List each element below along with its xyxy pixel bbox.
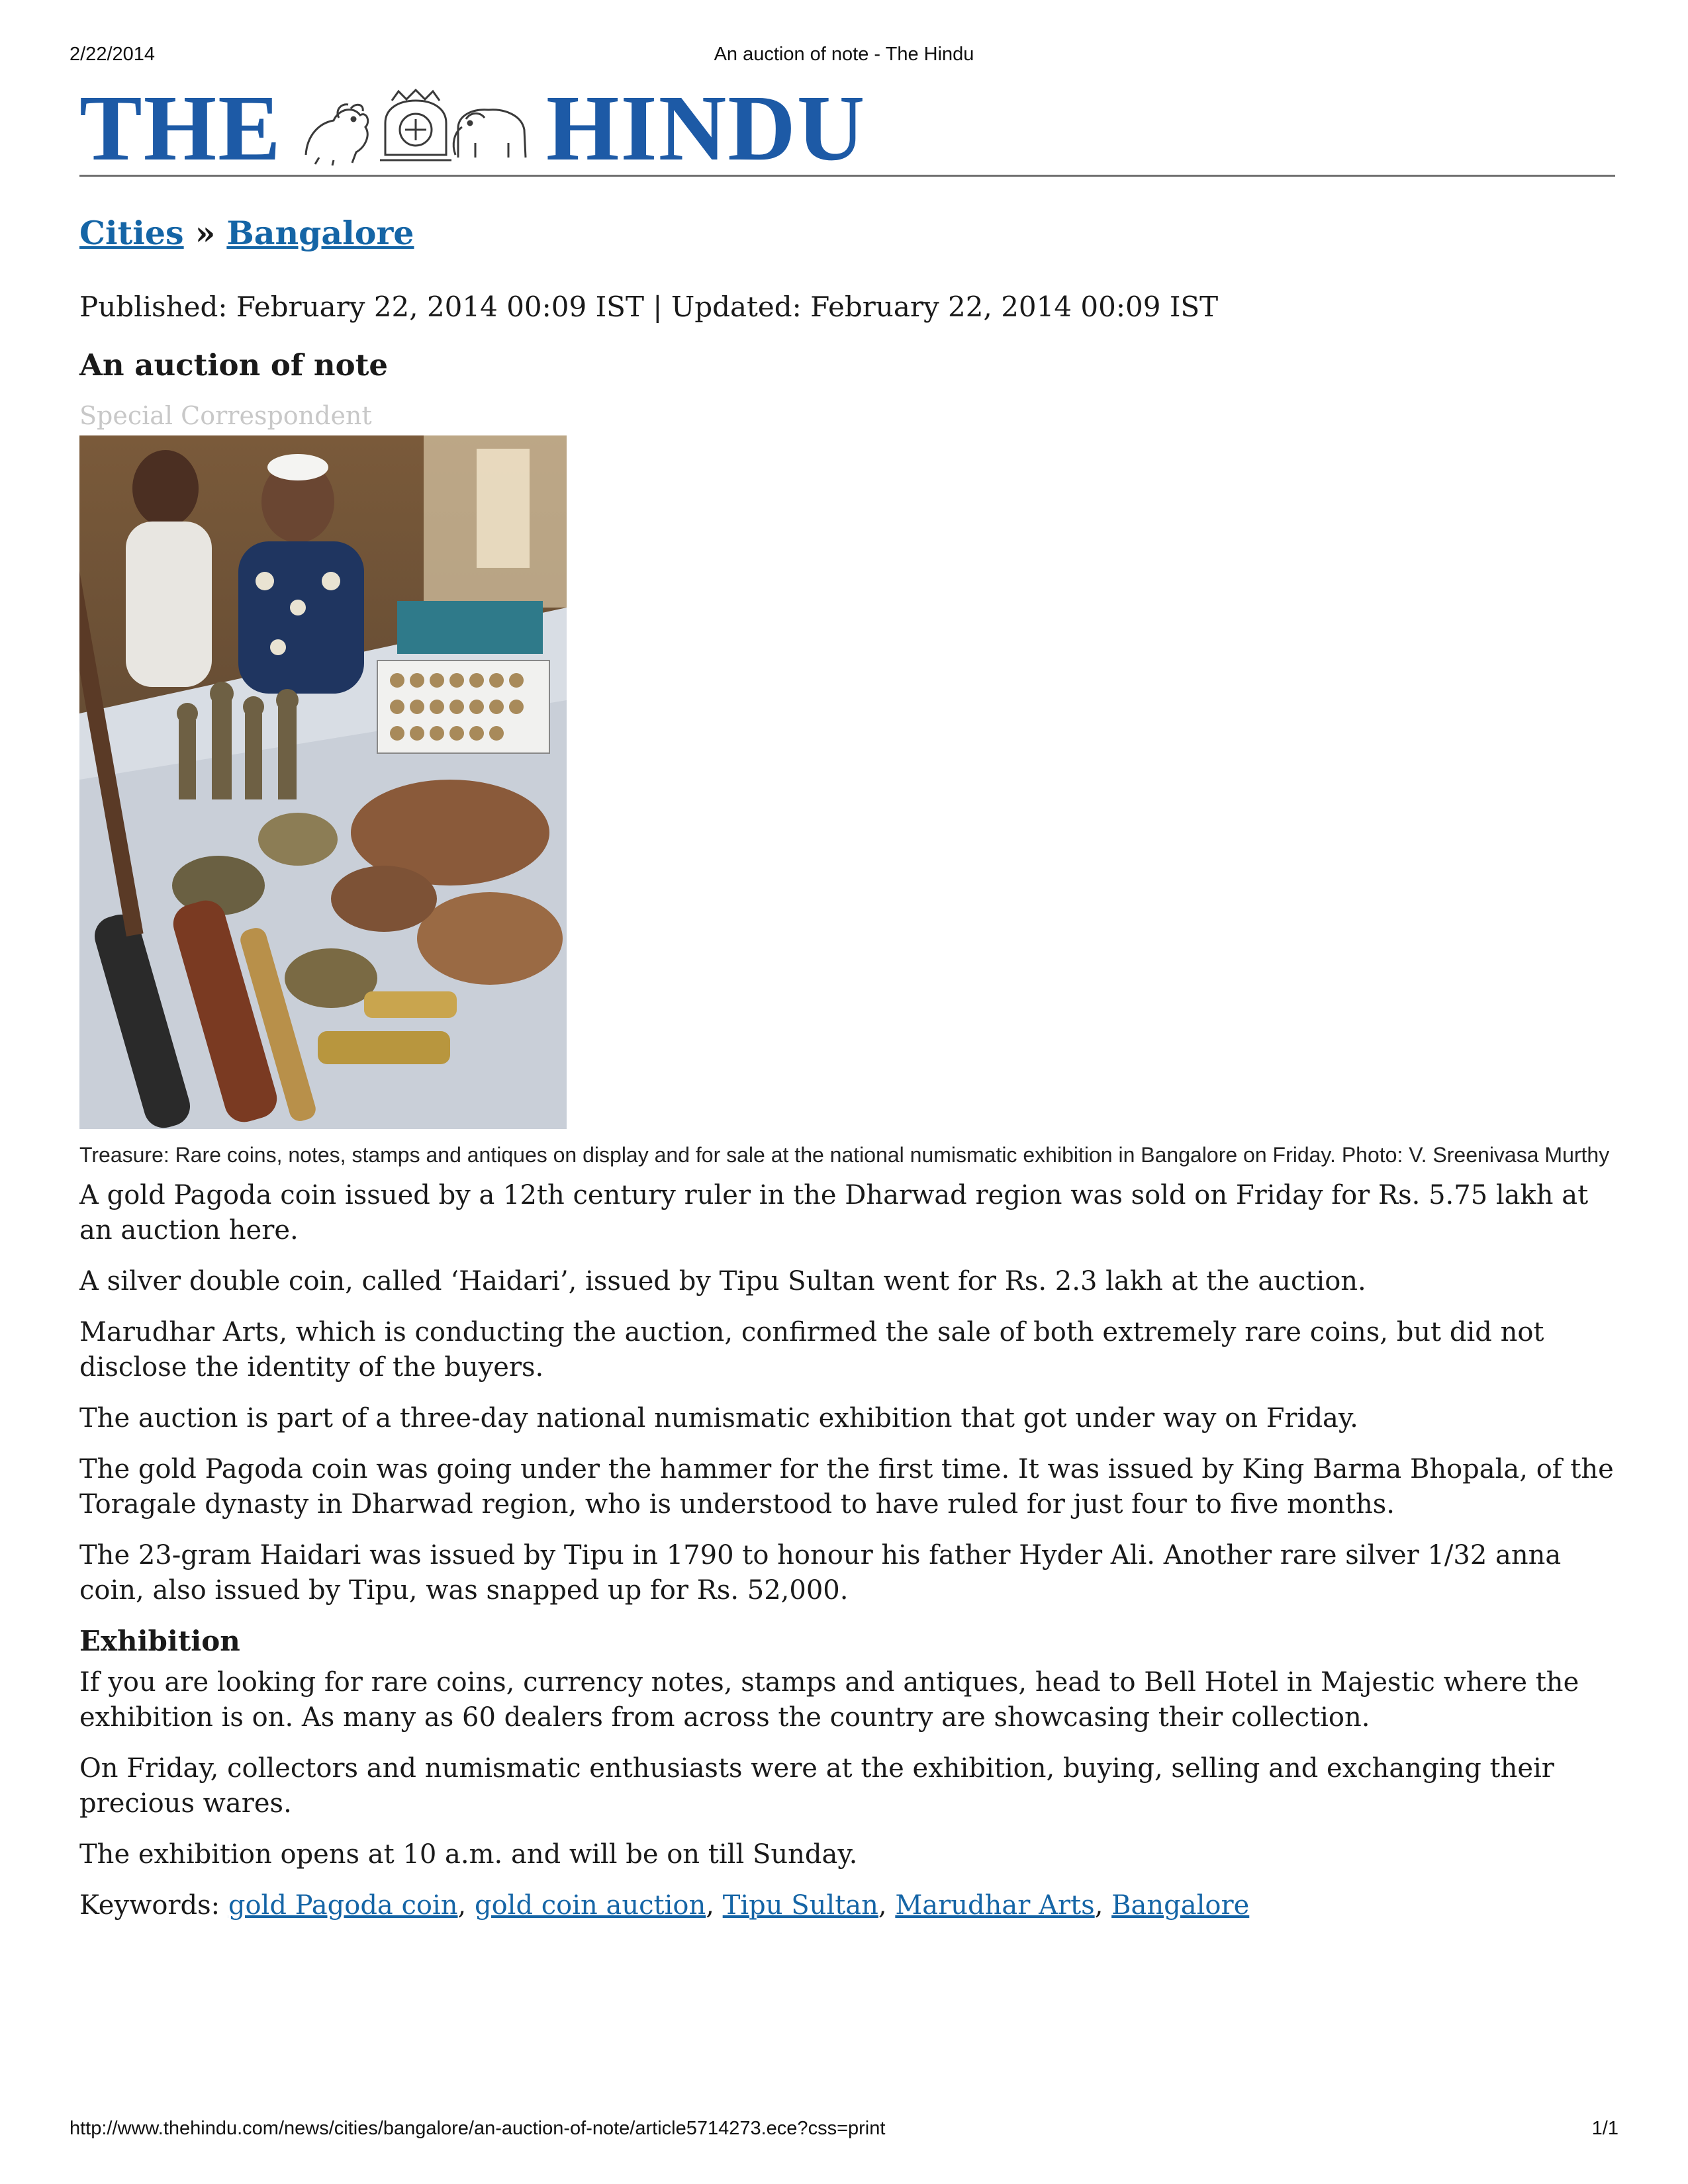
article-content — [79, 199, 1615, 1923]
publish-date: Published: February 22, 2014 00:09 IST | Updated: February 22, 2014 00:09 IST — [79, 291, 1219, 323]
keyword-link[interactable]: gold coin auction — [474, 1890, 706, 1921]
lion-elephant-crest-emblem-icon — [293, 89, 539, 168]
keyword-link[interactable]: gold Pagoda coin — [228, 1890, 458, 1921]
article-body — [79, 1178, 1615, 1872]
article-photo — [79, 435, 567, 1129]
article-paragraph: A gold Pagoda coin issued by a 12th century ruler in the Dharwad region was sold on Friday for Rs. 5.75 lakh at an auction here. — [79, 1180, 1589, 1246]
print-page-title: An auction of note - The Hindu — [714, 44, 974, 65]
keywords: Keywords: gold Pagoda coin, gold coin auction, Tipu Sultan, Marudhar Arts, Bangalore — [79, 1890, 1250, 1921]
article-paragraph: Marudhar Arts, which is conducting the auction, confirmed the sale of both extremely rare coins, but did not disclose the identity of the buyers. — [79, 1317, 1544, 1383]
print-page-number: 1/1 — [1591, 2118, 1618, 2139]
article-headline: An auction of note — [79, 347, 389, 383]
masthead-divider — [79, 175, 1615, 177]
breadcrumb — [79, 212, 1615, 254]
article-paragraph: The exhibition opens at 10 a.m. and will be on till Sunday. — [79, 1839, 858, 1870]
article-paragraph: On Friday, collectors and numismatic enthusiasts were at the exhibition, buying, selling and exchanging their precious wares. — [79, 1753, 1554, 1819]
article-paragraph: The auction is part of a three-day national numismatic exhibition that got under way on Friday. — [79, 1403, 1358, 1433]
keyword-link[interactable]: Marudhar Arts — [895, 1890, 1095, 1921]
print-date: 2/22/2014 — [70, 44, 156, 65]
keyword-link[interactable]: Tipu Sultan — [722, 1890, 878, 1921]
byline: Special Correspondent — [79, 401, 372, 430]
keyword-link[interactable]: Bangalore — [1111, 1890, 1250, 1921]
article-paragraph: A silver double coin, called ‘Haidari’, issued by Tipu Sultan went for Rs. 2.3 lakh at the auction. — [79, 1266, 1366, 1297]
print-url: http://www.thehindu.com/news/cities/bangalore/an-auction-of-note/article5714273.ece?css=print — [70, 2118, 886, 2139]
breadcrumb-separator: » — [195, 214, 216, 252]
masthead-logo[interactable] — [79, 75, 894, 180]
article-paragraph: If you are looking for rare coins, currency notes, stamps and antiques, head to Bell Hotel in Majestic where the exhibition is on. As many as 60 dealers from across the country are showcasing their collection. — [79, 1667, 1579, 1733]
masthead-hindu: HINDU — [546, 75, 867, 180]
photo-caption: Treasure: Rare coins, notes, stamps and antiques on display and for sale at the national numismatic exhibition in Bangalore on Friday. Photo: V. Sreenivasa Murthy — [79, 1143, 1610, 1167]
breadcrumb-link-cities[interactable]: Cities — [79, 214, 184, 252]
article-paragraph: The 23-gram Haidari was issued by Tipu in 1790 to honour his father Hyder Ali. Another rare silver 1/32 anna coin, also issued by Tipu, was snapped up for Rs. 52,000. — [79, 1540, 1562, 1606]
keywords-label: Keywords: — [79, 1890, 220, 1921]
breadcrumb-link-bangalore[interactable]: Bangalore — [226, 214, 414, 252]
section-subheading: Exhibition — [79, 1625, 240, 1657]
masthead-the: THE — [79, 75, 282, 180]
article-paragraph: The gold Pagoda coin was going under the hammer for the first time. It was issued by King Barma Bhopala, of the Toragale dynasty in Dharwad region, who is understood to have ruled for just four to five months. — [79, 1454, 1614, 1520]
